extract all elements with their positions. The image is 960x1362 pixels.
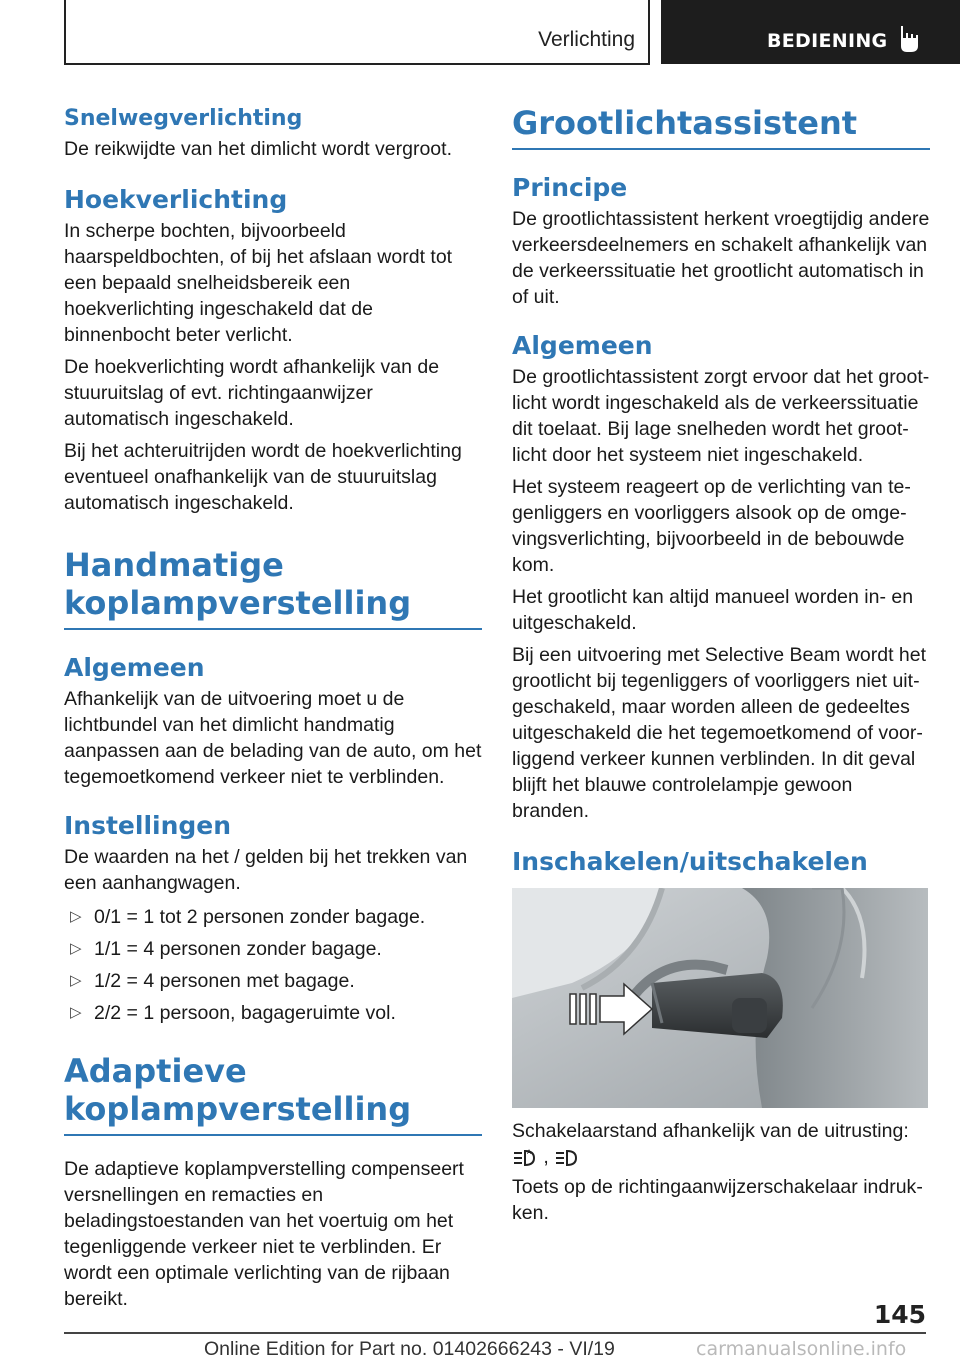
list-item-text: 0/1 = 1 tot 2 personen zonder bagage.	[94, 906, 426, 928]
triangle-bullet-icon: ▷	[70, 1004, 82, 1021]
heading-adaptieve-line-1: Adaptieve	[64, 1052, 247, 1090]
turn-signal-stalk-photo	[512, 888, 928, 1108]
heading-rule	[512, 148, 930, 150]
header-tab-label: BEDIENING	[767, 30, 888, 52]
algemeen-right-p1: De grootlichtassistent zorgt ervoor dat het grootlicht wordt ingeschakeld als de verkeerssituatie dit toelaat. Bij lage snelheden wordt het grootlicht door het systeem niet ingeschakeld.	[512, 366, 930, 466]
header-section-title: Verlichting	[538, 28, 635, 51]
instellingen-list	[64, 904, 482, 1026]
triangle-bullet-icon: ▷	[70, 940, 82, 957]
list-item	[64, 936, 482, 962]
heading-adaptieve-koplampverstelling	[64, 1052, 482, 1136]
hoek-paragraph-1: In scherpe bochten, bijvoorbeeld haarspeldbochten, of bij het afslaan wordt tot een bepaald snelheidsbereik een hoekverlichting ingeschakeld dat de binnenbocht beter verlicht.	[64, 220, 453, 346]
right-column	[512, 100, 930, 1226]
list-item	[64, 904, 482, 930]
icon-separator: ,	[543, 1146, 549, 1168]
heading-rule	[64, 1134, 482, 1136]
snelweg-text: De reikwijdte van het dimlicht wordt vergroot.	[64, 138, 452, 160]
watermark-logo: carmanualsonline.info	[696, 1338, 907, 1360]
instellingen-text: De waarden na het / gelden bij het trekken van een aanhangwagen.	[64, 846, 468, 894]
footer-rule	[64, 1332, 926, 1334]
algemeen-right-p3: Het grootlicht kan altijd manueel worden in- en uitgeschakeld.	[512, 586, 914, 634]
heading-hoekverlichting: Hoekverlichting	[64, 185, 288, 214]
high-beam-icon	[554, 1148, 580, 1168]
list-item-text: 2/2 = 1 persoon, bagageruimte vol.	[94, 1002, 396, 1024]
page-number: 145	[873, 1300, 926, 1329]
adaptief-text: De adaptieve koplampverstelling compenseert versnellingen en remacties en beladingstoestanden van het voertuig om het tegenliggende verkeer niet te verblinden. Er wordt een optimale verlichting van de rijbaan bereikt.	[64, 1158, 464, 1310]
algemeen-right-p4: Bij een uitvoering met Selective Beam wordt het grootlicht bij tegenliggers of voorliggers niet uitgeschakeld, maar worden alleen de gedeeltes uitgeschakeld die het tegemoetkomend of voorliggend verkeer kunnen verblinden. In dit geval blijft het blauwe controlelampje gewoon branden.	[512, 644, 927, 822]
heading-algemeen-left: Algemeen	[64, 653, 205, 682]
heading-grootlicht-text: Grootlichtassistent	[512, 104, 858, 142]
heading-instellingen: Instellingen	[64, 811, 232, 840]
svg-text:A: A	[527, 1148, 532, 1156]
header-rule-left	[64, 0, 66, 64]
algemeen-left-text: Afhankelijk van de uitvoering moet u de lichtbundel van het dimlicht handmatig aanpassen aan de belading van de auto, om het tegemoetkomend verkeer niet te verblinden.	[64, 688, 482, 788]
algemeen-right-p2: Het systeem reageert op de verlichting van tegenliggers en voorliggers alsook op de omgevingsverlichting, bijvoorbeeld in de bebouwde kom.	[512, 476, 911, 576]
header-tab	[661, 0, 960, 64]
schakel-icons-row	[512, 1144, 930, 1170]
list-item-text: 1/1 = 4 personen zonder bagage.	[94, 938, 382, 960]
schakel-paragraph-1: Schakelaarstand afhankelijk van de uitrusting:	[512, 1120, 909, 1142]
hoek-paragraph-2: De hoekverlichting wordt afhankelijk van de stuuruitslag of evt. richtingaanwijzer automatisch ingeschakeld.	[64, 356, 440, 430]
schakel-paragraph-2: Toets op de richtingaanwijzerschakelaar indrukken.	[512, 1176, 923, 1224]
heading-handmatige-koplampverstelling	[64, 546, 482, 630]
list-item-text: 1/2 = 4 personen met bagage.	[94, 970, 355, 992]
list-item	[64, 1000, 482, 1026]
header-rule-bottom	[64, 63, 650, 65]
list-item	[64, 968, 482, 994]
heading-algemeen-right: Algemeen	[512, 331, 653, 360]
triangle-bullet-icon: ▷	[70, 908, 82, 925]
heading-rule	[64, 628, 482, 630]
heading-principe: Principe	[512, 173, 628, 202]
hoek-paragraph-3: Bij het achteruitrijden wordt de hoekverlichting eventueel onafhankelijk van de stuuruitslag automatisch ingeschakeld.	[64, 440, 462, 514]
high-beam-assist-icon	[512, 1148, 538, 1168]
left-column	[64, 100, 482, 1312]
triangle-bullet-icon: ▷	[70, 972, 82, 989]
header-rule-right	[648, 0, 650, 64]
heading-handmatige-line-1: Handmatige	[64, 546, 284, 584]
heading-handmatige-line-2: koplampverstelling	[64, 584, 412, 622]
heading-grootlichtassistent	[512, 104, 930, 150]
heading-adaptieve-line-2: koplampverstelling	[64, 1090, 412, 1128]
principe-text: De grootlichtassistent herkent vroegtijdig andere verkeersdeelnemers en schakelt afhankelijk van de verkeerssituatie het grootlicht automatisch in of uit.	[512, 208, 930, 308]
pointing-hand-icon	[897, 24, 923, 54]
footer-edition: Online Edition for Part no. 01402666243 - VI/19	[204, 1338, 615, 1360]
heading-inschakelen-uitschakelen: Inschakelen/uitschakelen	[512, 847, 868, 876]
heading-snelwegverlichting: Snelwegverlichting	[64, 106, 303, 131]
